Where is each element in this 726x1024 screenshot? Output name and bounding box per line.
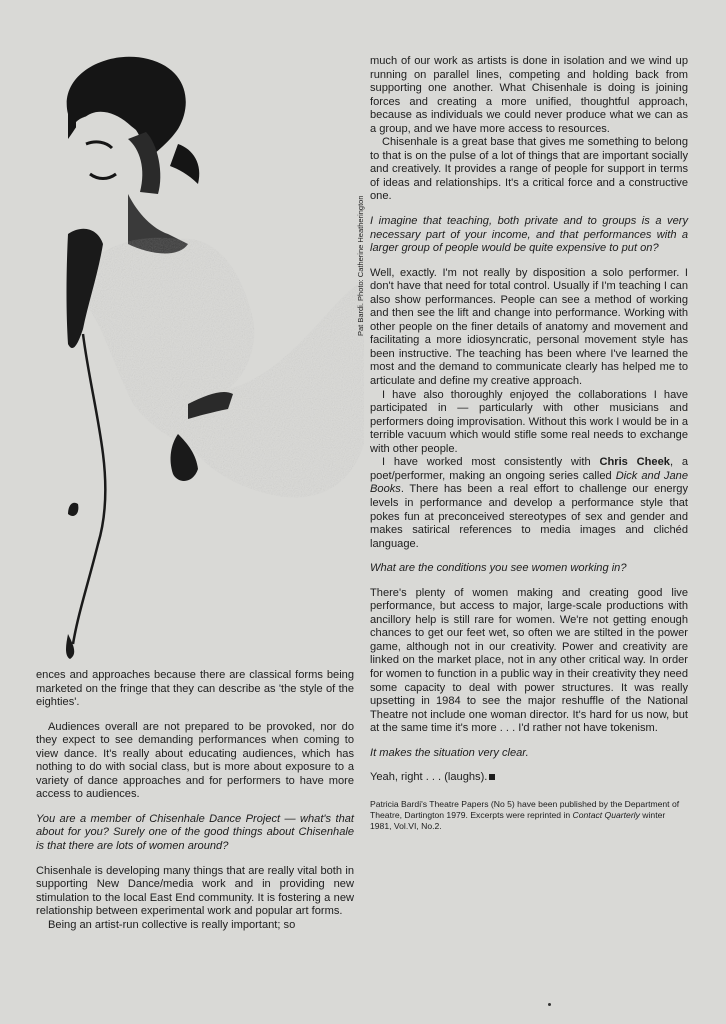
paragraph: Being an artist-run collective is really important; so xyxy=(48,918,296,931)
text-run: , a poet/performer, making an ongoing series called xyxy=(370,456,688,482)
interview-question: You are a member of Chisenhale Dance Project — what's that about for you? Surely one of the good things about Chisenhale is that there are lots of women around? xyxy=(36,812,354,853)
paragraph: Well, exactly. I'm not really by disposition a solo performer. I don't have that need for total control. Usually if I'm teaching I can also show performances. People can see a method of working and then see the lift and change into performance. Working with other people on the finer details of anatomy and movement and facilitating a more idiosyncratic, personal movement style has been instructive. The teaching has been where I've learned the most and the demand to communicate clearly has helped me to articulate and define my creative approach. xyxy=(370,266,688,388)
end-mark-icon xyxy=(489,774,495,780)
author-note xyxy=(370,799,688,832)
text-run: winter 1981, Vol.VI, No.2. xyxy=(370,809,666,831)
interview-question: I imagine that teaching, both private and to groups is a very necessary part of your income, and that performances with a larger group of people would be quite expensive to put on? xyxy=(370,215,688,255)
paragraph xyxy=(370,771,688,785)
text-run: Yeah, right . . . (laughs). xyxy=(370,771,488,784)
paragraph: Audiences overall are not prepared to be provoked, nor do they expect to see demanding performances when coming to view dance. It's really about educating audiences, which has nothing to do with social class, but is more about exposure to a variety of dance approaches and for performers to have more access to audiences. xyxy=(36,720,354,801)
paragraph: I have also thoroughly enjoyed the collaborations I have participated in — particularly with other musicians and performers doing improvisation. Without this work I would be in a terrible vacuum which would stifle some real needs to exchange with other people. xyxy=(370,388,688,455)
paragraph: Chisenhale is a great base that gives me something to belong to that is on the pulse of a lot of things that are important socially and creatively. It provides a range of people for support in terms of ideas and relationships. It's a critical force and a constructive one. xyxy=(370,136,688,203)
series-title: Dick and Jane Books xyxy=(370,469,688,496)
paragraph: There's plenty of women making and creating good live performance, but access to major, large-scale productions with ancillory help is still rare for women. We're not getting enough chances to get our feet wet, so often we are stilted in the power game, although not in our creativity. Power and creativity are linked on the market place, not in any other critical way. In order for women to function in a public way in their creativity they need some capacity to deal with power structures. It was really upsetting in 1984 to see the major reshuffle of the National Theatre not include one woman director. It's hard for us now, but at the same time it's more . . . I'd rather not have tokenism. xyxy=(370,586,688,735)
left-column xyxy=(36,669,354,932)
paragraph: ences and approaches because there are classical forms being marketed on the fringe that they can describe as 'the style of the eighties'. xyxy=(36,669,354,709)
text-run: I have worked most consistently with xyxy=(382,456,600,469)
text-run: . There has been a real effort to challenge our energy levels in performance and develop a performance style that pokes fun at preconceived stereotypes of sex and gender and makes satirical references to media images and clichéd language. xyxy=(370,483,688,550)
interview-question: What are the conditions you see women working in? xyxy=(370,562,627,575)
ink-dot xyxy=(548,1003,551,1006)
publication-title: Contact Quarterly xyxy=(572,809,640,820)
dancer-photo xyxy=(28,44,364,664)
interview-question: It makes the situation very clear. xyxy=(370,746,529,759)
paragraph: Chisenhale is developing many things that are really vital both in supporting New Dance/media work and in providing new stimulation to the local East End community. It is fostering a new relationship between experimental work and popular art forms. xyxy=(36,864,354,918)
paragraph xyxy=(370,456,688,551)
person-name: Chris Cheek xyxy=(599,456,670,469)
right-column xyxy=(370,55,688,832)
text-run: Patricia Bardi's Theatre Papers (No 5) have been published by the Department of Theatre, Dartington 1979. Excerpts were reprinted in xyxy=(370,798,680,820)
photo-credit: Pat Bardi. Photo: Catherine Heatherington xyxy=(356,195,365,336)
paragraph: much of our work as artists is done in isolation and we wind up running on parallel lines, competing and holding back from supporting one another. What Chisenhale is doing is joining forces and creating a more unified, thoughtful approach, because as individuals we could never produce what we can as a group, and we have more access to resources. xyxy=(370,55,688,135)
